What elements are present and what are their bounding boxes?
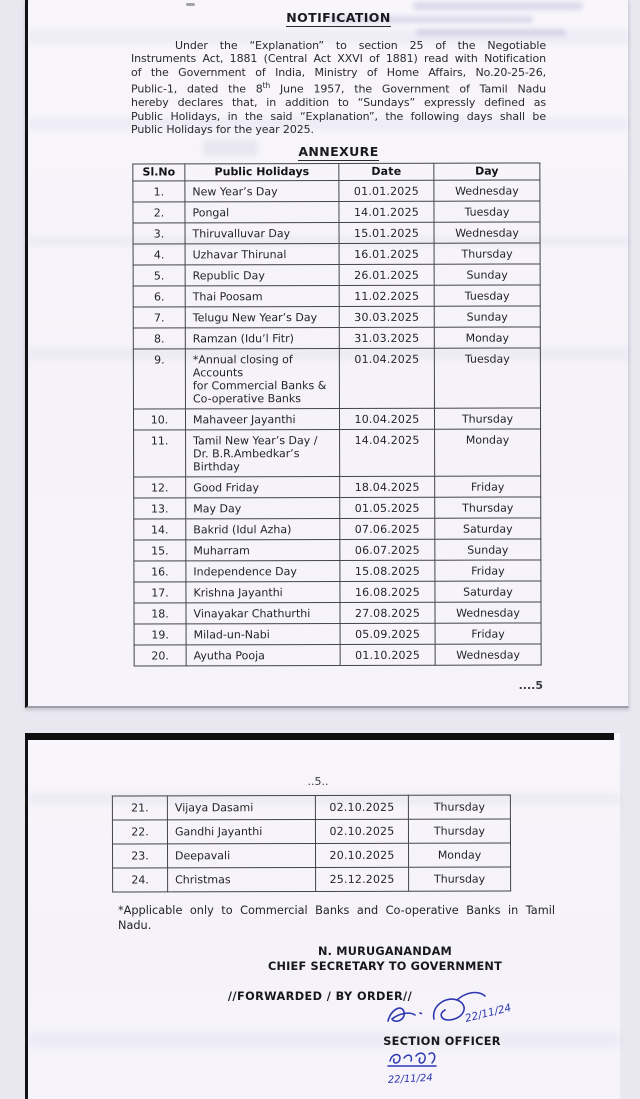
holiday-table-row xyxy=(113,843,511,868)
holiday-table-row xyxy=(134,429,541,477)
holiday-day: Thursday xyxy=(434,243,540,264)
signatory-name: N. MURUGANANDAM xyxy=(318,945,452,958)
holiday-name: Krishna Jayanthi xyxy=(186,581,340,602)
notification-title: NOTIFICATION xyxy=(286,10,391,25)
holiday-table-row xyxy=(133,180,540,202)
holiday-serial: 23. xyxy=(113,844,168,868)
holiday-date: 15.08.2025 xyxy=(340,560,435,581)
holiday-table-row xyxy=(133,222,540,244)
holiday-date: 16.01.2025 xyxy=(339,243,434,264)
holiday-date: 05.09.2025 xyxy=(340,623,435,644)
paragraph-line xyxy=(131,79,546,96)
column-header-slno: Sl.No xyxy=(133,164,185,181)
holiday-table-row xyxy=(134,497,541,519)
holiday-date: 02.10.2025 xyxy=(315,795,408,819)
holiday-table-row xyxy=(134,602,541,624)
holiday-date: 02.10.2025 xyxy=(315,819,408,843)
holiday-day: Friday xyxy=(435,476,541,497)
holiday-date: 18.04.2025 xyxy=(340,476,435,497)
holiday-serial: 5. xyxy=(133,265,185,286)
column-header-day: Day xyxy=(434,163,540,180)
holiday-date: 25.12.2025 xyxy=(316,867,409,891)
holiday-serial: 10. xyxy=(133,409,185,430)
holiday-table-row xyxy=(133,243,540,265)
holiday-day: Thursday xyxy=(409,867,511,891)
holiday-name: Republic Day xyxy=(185,264,339,285)
signature-stroke xyxy=(420,1013,422,1014)
holiday-table-row xyxy=(112,795,510,820)
holiday-day: Sunday xyxy=(435,539,541,560)
signature-stroke xyxy=(434,999,465,1020)
holiday-table-body xyxy=(133,180,541,666)
holiday-serial: 21. xyxy=(112,796,167,820)
holiday-serial: 15. xyxy=(134,540,186,561)
holiday-day: Thursday xyxy=(408,795,510,819)
holiday-day: Saturday xyxy=(435,518,541,539)
holiday-day: Wednesday xyxy=(434,222,540,243)
holiday-serial: 16. xyxy=(134,561,186,582)
signature-stroke xyxy=(457,993,485,1000)
notification-paragraph xyxy=(131,39,546,137)
holiday-date: 27.08.2025 xyxy=(340,602,435,623)
holiday-name: Tamil New Year’s Day / Dr. B.R.Ambedkar’s Birthday xyxy=(186,429,340,476)
holiday-day: Saturday xyxy=(435,581,541,602)
holiday-name: Thai Poosam xyxy=(185,285,339,306)
holiday-serial: 7. xyxy=(133,307,185,328)
holiday-date: 14.04.2025 xyxy=(340,429,435,476)
holiday-table-row xyxy=(134,476,541,498)
holiday-table-row xyxy=(134,539,541,561)
holiday-serial: 11. xyxy=(134,430,186,477)
holiday-name: Uzhavar Thirunal xyxy=(185,243,339,264)
holiday-name: Vijaya Dasami xyxy=(167,795,315,819)
footnote-line: *Applicable only to Commercial Banks and Co-operative Banks in Tamil xyxy=(118,904,555,917)
holiday-name: Muharram xyxy=(186,539,340,560)
holiday-serial: 2. xyxy=(133,202,185,223)
holiday-date: 15.01.2025 xyxy=(339,222,434,243)
holiday-serial: 9. xyxy=(133,349,185,409)
holiday-table-row xyxy=(134,560,541,582)
signature-stroke xyxy=(388,1008,415,1021)
bleed-through-smudge xyxy=(416,29,566,36)
column-header-holidays: Public Holidays xyxy=(185,163,339,180)
table-header-row xyxy=(133,163,540,181)
holiday-name: May Day xyxy=(186,497,340,518)
holiday-day: Wednesday xyxy=(435,644,541,665)
scan-speck xyxy=(186,3,195,6)
holiday-name: *Annual closing of Accounts for Commercial Banks & Co-operative Banks xyxy=(185,348,339,408)
holiday-name: Vinayakar Chathurthi xyxy=(186,602,340,623)
holiday-day: Thursday xyxy=(434,408,540,429)
holiday-serial: 19. xyxy=(134,624,186,645)
holiday-day: Tuesday xyxy=(434,348,540,408)
holiday-date: 10.04.2025 xyxy=(339,408,434,429)
holiday-date: 01.05.2025 xyxy=(340,497,435,518)
holiday-table-row xyxy=(112,819,510,844)
holiday-table-row xyxy=(133,348,540,409)
handwriting-stroke xyxy=(390,1055,400,1063)
holiday-date: 14.01.2025 xyxy=(339,201,434,222)
holiday-day: Sunday xyxy=(434,264,540,285)
holiday-serial: 14. xyxy=(134,519,186,540)
annexure-heading xyxy=(131,141,546,161)
holiday-table-row xyxy=(134,518,541,540)
signature-date-text: 22/11/24 xyxy=(463,1001,513,1025)
handwriting-stroke xyxy=(429,1053,435,1063)
forwarded-by-order-line: //FORWARDED / BY ORDER// xyxy=(227,990,413,1003)
notification-page-1 xyxy=(25,0,629,708)
ordinal-superscript: th xyxy=(262,81,271,91)
holiday-name: Deepavali xyxy=(168,843,316,867)
holiday-name: Ayutha Pooja xyxy=(186,644,340,665)
paragraph-line: Under the “Explanation” to section 25 of the Negotiable xyxy=(175,39,546,52)
holiday-table-row xyxy=(113,867,511,892)
holiday-day: Friday xyxy=(435,560,541,581)
holiday-serial: 24. xyxy=(113,868,168,892)
holiday-name: Thiruvalluvar Day xyxy=(185,222,339,243)
handwriting-stroke xyxy=(404,1055,411,1061)
holiday-table-row xyxy=(134,644,541,666)
holiday-table-body xyxy=(112,795,510,892)
section-officer-signature xyxy=(378,989,528,1039)
scan-edge-bar xyxy=(25,733,614,740)
holiday-day: Thursday xyxy=(435,497,541,518)
holiday-date: 16.08.2025 xyxy=(340,581,435,602)
holiday-table-row xyxy=(133,306,540,328)
holiday-day: Wednesday xyxy=(435,602,541,623)
holiday-name: Bakrid (Idul Azha) xyxy=(186,518,340,539)
holiday-table-row xyxy=(133,327,540,349)
asterisk-footnote xyxy=(118,904,555,933)
scan-artifact-band xyxy=(28,1033,620,1047)
section-officer-label: SECTION OFFICER xyxy=(383,1035,501,1048)
holiday-name: Mahaveer Jayanthi xyxy=(185,408,339,429)
signatory-block xyxy=(244,944,526,974)
paragraph-line: Public Holidays for the year 2025. xyxy=(131,123,314,137)
holiday-day: Monday xyxy=(435,429,541,476)
holiday-serial: 13. xyxy=(134,498,186,519)
holiday-date: 06.07.2025 xyxy=(340,539,435,560)
holiday-date: 11.02.2025 xyxy=(339,285,434,306)
notification-heading xyxy=(131,7,546,27)
paragraph-text: June 1957, the Government of Tamil Nadu xyxy=(270,82,546,96)
section-officer-initials xyxy=(384,1049,494,1097)
holiday-date: 07.06.2025 xyxy=(340,518,435,539)
holiday-table-row xyxy=(134,623,541,645)
holiday-serial: 6. xyxy=(133,286,185,307)
holiday-name: Ramzan (Idu’l Fitr) xyxy=(185,327,339,348)
holiday-date: 20.10.2025 xyxy=(316,843,409,867)
notification-page-2 xyxy=(25,733,620,1099)
holiday-date: 01.04.2025 xyxy=(339,348,434,408)
holiday-date: 31.03.2025 xyxy=(339,327,434,348)
paragraph-line: Instruments Act, 1881 (Central Act XXVI of 1881) read with Notification xyxy=(131,52,546,66)
annexure-title: ANNEXURE xyxy=(298,144,379,159)
holiday-name: Independence Day xyxy=(186,560,340,581)
holiday-day: Friday xyxy=(435,623,541,644)
holiday-name: Gandhi Jayanthi xyxy=(167,819,315,843)
holiday-date: 30.03.2025 xyxy=(339,306,434,327)
holiday-serial: 8. xyxy=(133,328,185,349)
holiday-table-row xyxy=(133,285,540,307)
paragraph-text: Public-1, dated the 8 xyxy=(131,82,263,96)
holiday-day: Tuesday xyxy=(434,285,540,306)
paragraph-line: of the Government of India, Ministry of Home Affairs, No.20-25-26, xyxy=(131,65,546,79)
holiday-serial: 3. xyxy=(133,223,185,244)
holiday-serial: 18. xyxy=(134,603,186,624)
holiday-name: Good Friday xyxy=(186,476,340,497)
page-number-header: ..5.. xyxy=(307,775,329,788)
holiday-day: Monday xyxy=(408,843,510,867)
holiday-name: Pongal xyxy=(185,201,339,222)
holiday-serial: 17. xyxy=(134,582,186,603)
column-header-date: Date xyxy=(339,163,434,180)
holiday-serial: 1. xyxy=(133,181,185,202)
public-holidays-table-page2 xyxy=(112,794,511,892)
paragraph-line: Public Holidays, in the said “Explanation”, the following days shall be xyxy=(131,109,546,123)
holiday-day: Sunday xyxy=(434,306,540,327)
holiday-table-row xyxy=(133,408,540,430)
handwriting-date-text: 22/11/24 xyxy=(387,1072,434,1086)
handwriting-stroke xyxy=(416,1053,425,1063)
holiday-day: Monday xyxy=(434,327,540,348)
holiday-serial: 20. xyxy=(134,645,186,666)
holiday-serial: 12. xyxy=(134,477,186,498)
paragraph-line: hereby declares that, in addition to “Sundays” expressly defined as xyxy=(131,96,546,110)
holiday-date: 01.10.2025 xyxy=(340,644,435,665)
holiday-table-row xyxy=(133,201,540,223)
holiday-table-row xyxy=(134,581,541,603)
holiday-table-row xyxy=(133,264,540,286)
holiday-name: Milad-un-Nabi xyxy=(186,623,340,644)
holiday-date: 01.01.2025 xyxy=(339,180,434,201)
holiday-serial: 4. xyxy=(133,244,185,265)
holiday-day: Tuesday xyxy=(434,201,540,222)
holiday-day: Thursday xyxy=(408,819,510,843)
signatory-title: CHIEF SECRETARY TO GOVERNMENT xyxy=(268,960,502,973)
holiday-serial: 22. xyxy=(112,820,167,844)
public-holidays-table-page1 xyxy=(132,162,541,666)
footnote-line: Nadu. xyxy=(118,918,152,932)
page-number-footer: ....5 xyxy=(518,679,543,692)
holiday-date: 26.01.2025 xyxy=(339,264,434,285)
holiday-name: Telugu New Year’s Day xyxy=(185,306,339,327)
holiday-name: Christmas xyxy=(168,867,316,891)
holiday-day: Wednesday xyxy=(434,180,540,201)
holiday-name: New Year’s Day xyxy=(185,180,339,201)
